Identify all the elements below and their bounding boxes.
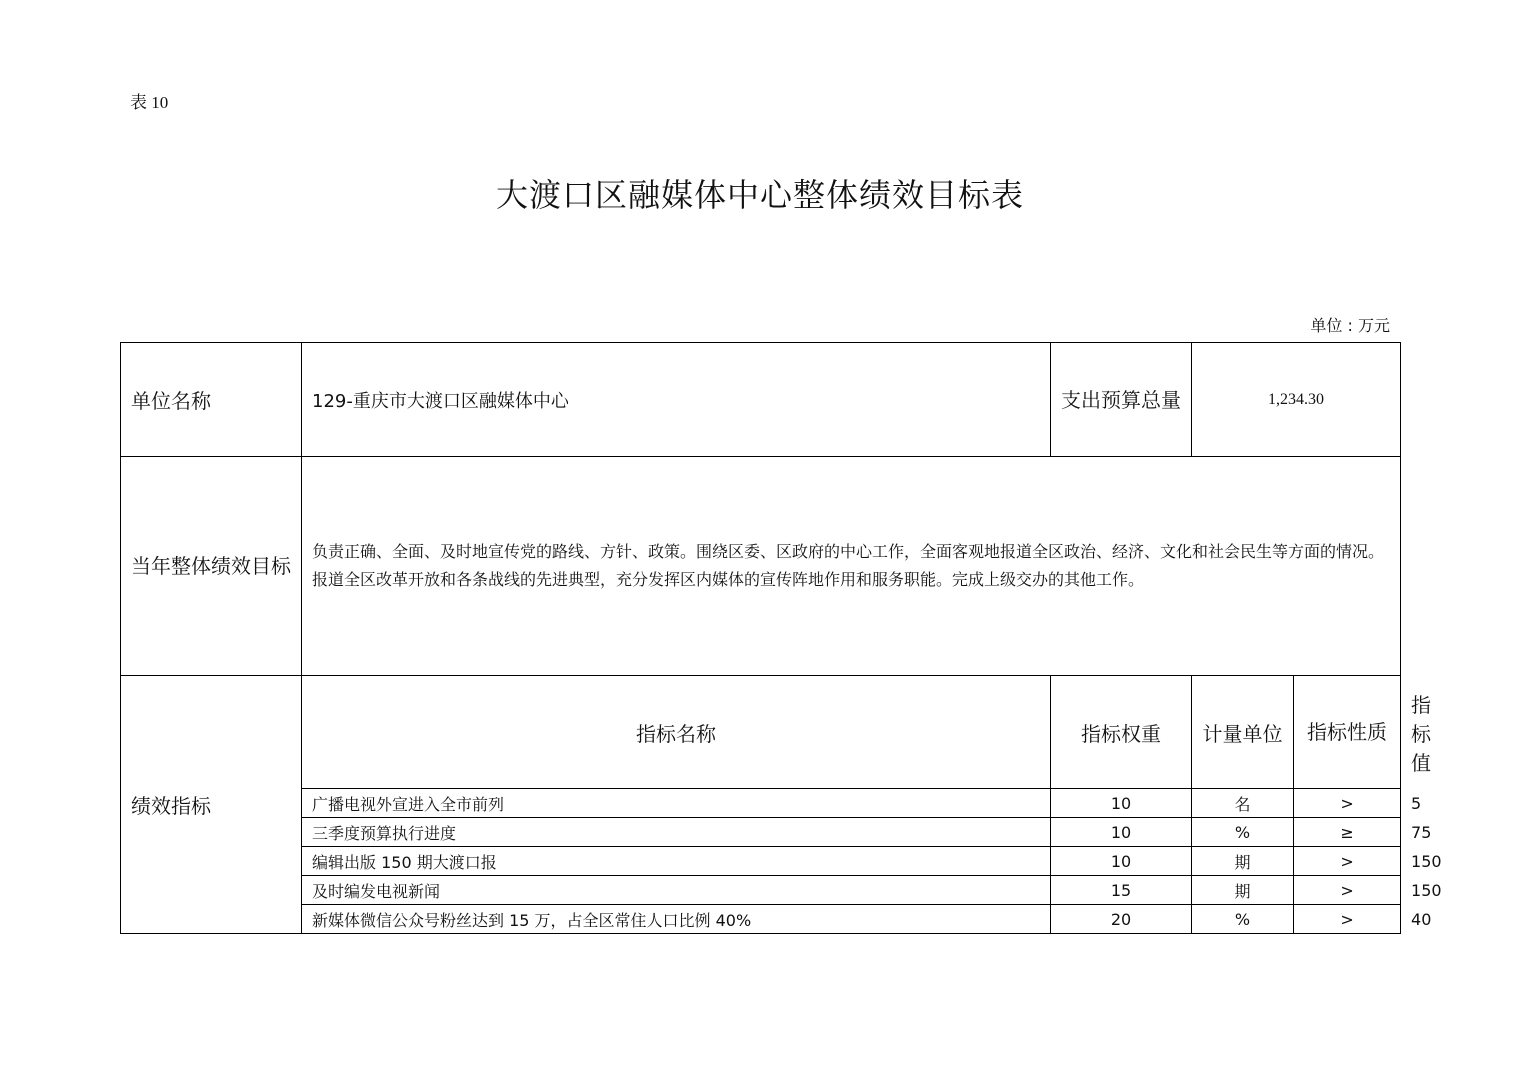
performance-table (120, 342, 1442, 934)
indicator-unit: % (1192, 818, 1294, 847)
indicator-header-row: 绩效指标 指标名称 指标权重 计量单位 指标性质 指标值 (121, 676, 1401, 789)
indicator-name: 及时编发电视新闻 (302, 876, 1051, 905)
indicator-unit: 期 (1192, 876, 1294, 905)
table-number: 表 10 (130, 93, 169, 112)
unit-row (121, 343, 1401, 457)
indicator-weight: 10 (1051, 847, 1192, 876)
table-row: 编辑出版 150 期大渡口报 10 期 > 150 (121, 847, 1401, 876)
indicator-nature: ≥ (1294, 818, 1401, 847)
indicator-name: 三季度预算执行进度 (302, 818, 1051, 847)
header-indicator-weight: 指标权重 (1051, 676, 1192, 789)
indicator-section-label: 绩效指标 (121, 676, 302, 934)
goal-label: 当年整体绩效目标 (121, 457, 302, 676)
indicator-weight: 15 (1051, 876, 1192, 905)
page-title: 大渡口区融媒体中心整体绩效目标表 (495, 176, 1024, 214)
indicator-unit: 名 (1192, 789, 1294, 818)
header-nature: 指标性质 (1294, 676, 1401, 789)
table-row: 新媒体微信公众号粉丝达到 15 万，占全区常住人口比例 40% 20 % > 40 (121, 905, 1401, 934)
indicator-unit: % (1192, 905, 1294, 934)
goal-text: 负责正确、全面、及时地宣传党的路线、方针、政策。围绕区委、区政府的中心工作，全面客观地报道全区政治、经济、文化和社会民生等方面的情况。报道全区改革开放和各条战线的先进典型，充分发挥区内媒体的宣传阵地作用和服务职能。完成上级交办的其他工作。 (302, 457, 1401, 676)
indicator-name: 新媒体微信公众号粉丝达到 15 万，占全区常住人口比例 40% (302, 905, 1051, 934)
unit-name-label: 单位名称 (121, 343, 302, 457)
goal-row (121, 457, 1401, 676)
indicator-weight: 10 (1051, 818, 1192, 847)
indicator-weight: 20 (1051, 905, 1192, 934)
indicator-nature: > (1294, 789, 1401, 818)
budget-value: 1,234.30 (1192, 343, 1401, 457)
unit-note: 单位 : 万元 (1310, 316, 1390, 335)
indicator-nature: > (1294, 847, 1401, 876)
unit-name-value: 129-重庆市大渡口区融媒体中心 (302, 343, 1051, 457)
indicator-unit: 期 (1192, 847, 1294, 876)
indicator-name: 编辑出版 150 期大渡口报 (302, 847, 1051, 876)
budget-label: 支出预算总量 (1051, 343, 1192, 457)
indicator-name: 广播电视外宣进入全市前列 (302, 789, 1051, 818)
indicator-nature: > (1294, 876, 1401, 905)
table-row: 及时编发电视新闻 15 期 > 150 (121, 876, 1401, 905)
indicator-nature: > (1294, 905, 1401, 934)
header-unit: 计量单位 (1192, 676, 1294, 789)
table-row: 广播电视外宣进入全市前列 10 名 > 5 (121, 789, 1401, 818)
table-row: 三季度预算执行进度 10 % ≥ 75 (121, 818, 1401, 847)
header-indicator-name: 指标名称 (302, 676, 1051, 789)
indicator-weight: 10 (1051, 789, 1192, 818)
